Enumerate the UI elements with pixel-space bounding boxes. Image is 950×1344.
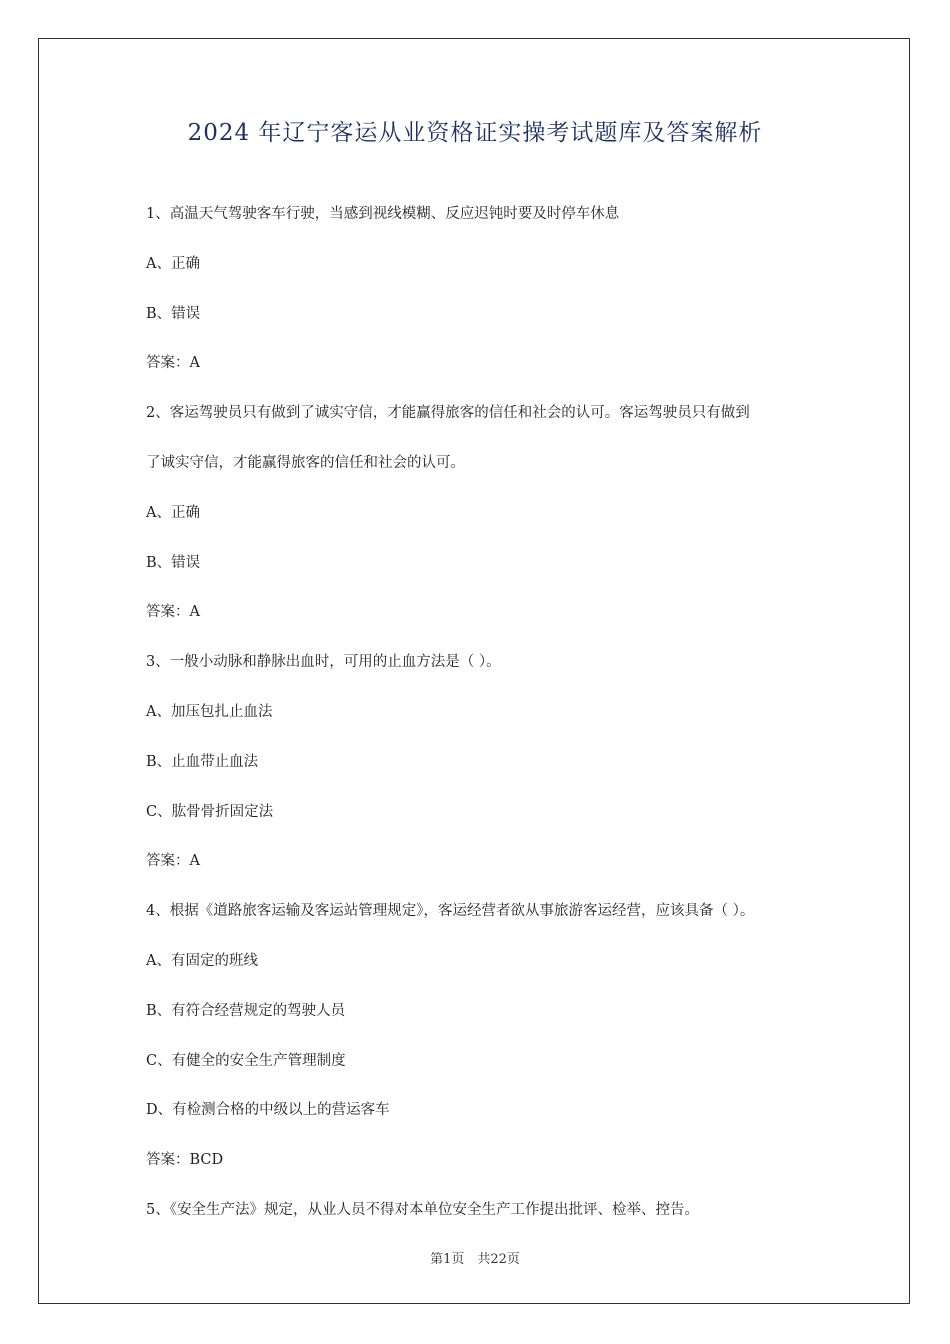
text-line: A、正确 (146, 504, 200, 521)
page-footer: 第1页 共22页 (430, 1252, 520, 1267)
text-line: 了诚实守信，才能赢得旅客的信任和社会的认可。 (146, 454, 465, 471)
text-line: 答案：A (146, 604, 200, 621)
text-line: 4、根据《道路旅客运输及客运站管理规定》，客运经营者欲从事旅游客运经营，应该具备（ ）。 (146, 903, 755, 920)
text-line: A、正确 (146, 255, 200, 272)
document-title: 2024 年辽宁客运从业资格证实操考试题库及答案解析 (187, 120, 763, 146)
text-line: B、有符合经营规定的驾驶人员 (146, 1002, 346, 1019)
text-line: C、有健全的安全生产管理制度 (146, 1052, 346, 1069)
text-line: 答案：A (146, 853, 200, 870)
text-line: 5、《安全生产法》规定，从业人员不得对本单位安全生产工作提出批评、检举、控告。 (146, 1201, 699, 1218)
text-line: A、加压包扎止血法 (146, 703, 273, 720)
text-line: B、错误 (146, 554, 201, 571)
text-line: 答案：A (146, 355, 200, 372)
text-line: 2、客运驾驶员只有做到了诚实守信，才能赢得旅客的信任和社会的认可。客运驾驶员只有做到 (146, 405, 750, 422)
text-line: B、止血带止血法 (146, 753, 259, 770)
question-list (146, 200, 826, 1246)
text-line: 答案：BCD (146, 1152, 224, 1169)
text-line: A、有固定的班线 (146, 952, 258, 969)
text-line: D、有检测合格的中级以上的营运客车 (146, 1102, 390, 1119)
text-line: 1、高温天气驾驶客车行驶，当感到视线模糊、反应迟钝时要及时停车休息 (146, 206, 620, 222)
text-line: C、肱骨骨折固定法 (146, 803, 274, 820)
text-line: 3、一般小动脉和静脉出血时，可用的止血方法是（ ）。 (146, 654, 501, 671)
text-line: B、错误 (146, 305, 201, 322)
